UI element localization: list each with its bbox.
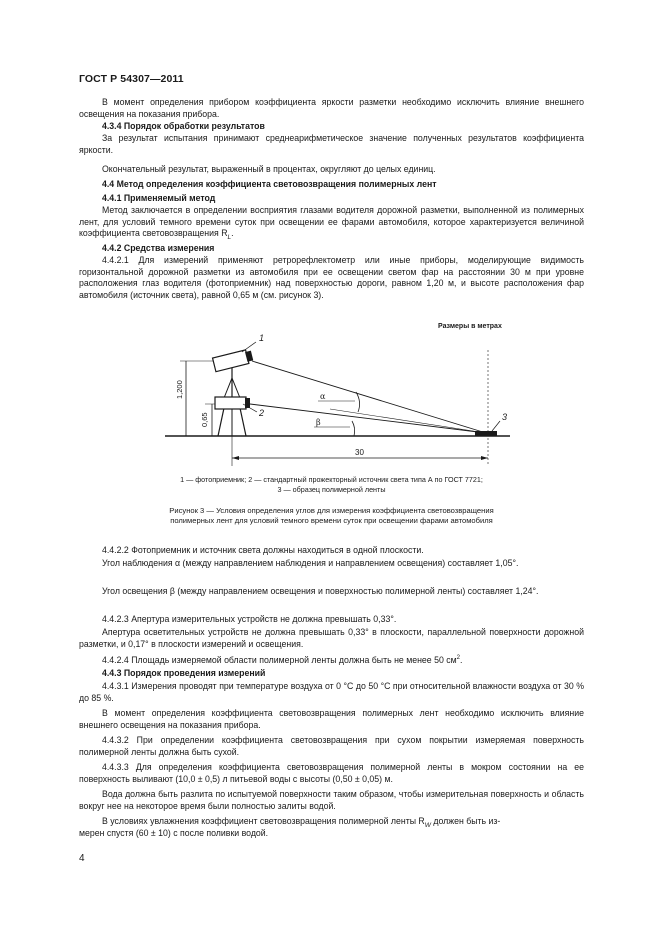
arrow-left	[232, 456, 239, 460]
illumination-line	[250, 404, 486, 433]
callout-leader-1	[242, 342, 256, 352]
beta-label: β	[316, 418, 321, 427]
figure-legend: 3 — образец полимерной ленты	[277, 485, 386, 494]
units-note: Размеры в метрах	[438, 323, 502, 330]
paragraph: 4.4.3.3 Для определения коэффициента световозвращения полимерной ленты в мокром состоянии на ее поверхность выливают (10,0 ± 0,5) л питьевой воды с высоты (0,50 ± 0,05) м.	[79, 762, 584, 784]
paragraph: Метод заключается в определении восприятия глазами водителя дорожной разметки, выполненной из полимерных лент, для условий темного времени суток при освещении ее фарами автомобиля, которое характеризуется величиной коэффициента световозвращения $R_L$.	[79, 205, 584, 241]
paragraph: 4.4.3.2 При определении коэффициента световозвращения при сухом покрытии измеряемая поверхность полимерной ленты должна быть сухой.	[79, 735, 584, 757]
paragraph: Окончательный результат, выраженный в процентах, округляют до целых единиц.	[102, 164, 436, 174]
construction-line	[330, 409, 486, 433]
section-heading: 4.4 Метод определения коэффициента световозвращения полимерных лент	[102, 179, 437, 189]
callout-leader-3	[492, 421, 500, 431]
callout-label-1: 1	[259, 333, 265, 343]
paragraph: 4.4.2.1 Для измерений применяют ретрорефлектометр или иные приборы, моделирующие видимость горизонтальной дорожной разметки из автомобиля при ее освещении светом фар на расстоянии 30 м при уровне расположения глаз водителя (фотоприемник) над поверхностью дороги, равном 1,20 м, и высоте расположения фар автомобиля (источник света), равной 0,65 м (см. рисунок 3).	[79, 255, 584, 300]
callout-label-3: 3	[502, 412, 508, 422]
section-heading: 4.4.1 Применяемый метод	[102, 193, 216, 203]
paragraph: Угол наблюдения α (между направлением наблюдения и направлением освещения) составляет 1,05°.	[102, 558, 519, 568]
paragraph: Апертура осветительных устройств не должна превышать 0,33° в плоскости, параллельной поверхности дорожной разметки, и 0,17° в плоскости измерений и освещения.	[79, 627, 584, 649]
section-heading: 4.3.4 Порядок обработки результатов	[102, 121, 265, 131]
tripod-leg	[218, 408, 224, 436]
paragraph: Угол освещения β (между направлением освещения и поверхностью полимерной ленты) составляет 1,24°.	[102, 586, 539, 596]
alpha-arc	[356, 392, 360, 412]
page-number: 4	[79, 853, 85, 864]
beta-arc	[352, 421, 355, 436]
document-header: ГОСТ Р 54307—2011	[79, 73, 184, 85]
paragraph: За результат испытания принимают среднеарифметическое значение полученных результатов коэффициента яркости.	[79, 133, 584, 155]
tripod-leg	[232, 378, 240, 398]
paragraph: В момент определения коэффициента световозвращения полимерных лент необходимо исключить влияние внешнего освещения на показания прибора.	[79, 708, 584, 730]
tripod-leg	[224, 378, 232, 398]
section-heading: 4.4.2 Средства измерения	[102, 243, 215, 253]
tripod-leg	[240, 408, 246, 436]
dimension-label-height-lamp: 0,65	[200, 412, 209, 427]
observation-line	[252, 361, 486, 433]
paragraph: 4.4.2.3 Апертура измерительных устройств не должна превышать 0,33°.	[102, 614, 397, 624]
arrow-right	[481, 456, 488, 460]
paragraph: В условиях увлажнения коэффициент световозвращения полимерной ленты $R_W$ должен быть из-	[102, 816, 501, 829]
paragraph: 4.4.3.1 Измерения проводят при температуре воздуха от 0 °С до 50 °С при относительной влажности воздуха от 30 % до 85 %.	[79, 681, 584, 703]
figure-caption: Рисунок 3 — Условия определения углов для измерения коэффициента световозвращения	[169, 506, 494, 515]
paragraph: 4.4.2.2 Фотоприемник и источник света должны находиться в одной плоскости.	[102, 545, 424, 555]
photoreceiver-device	[213, 349, 254, 372]
dimension-label-distance: 30	[355, 448, 364, 457]
dimension-label-height-eye: 1,200	[175, 380, 184, 399]
paragraph: мерен спустя (60 ± 10) с после поливки водой.	[79, 828, 269, 838]
light-source-device	[215, 397, 246, 409]
figure-caption: полимерных лент для условий темного времени суток при освещении фарами автомобиля	[170, 516, 493, 525]
alpha-label: α	[320, 392, 326, 401]
paragraph: В момент определения прибором коэффициента яркости разметки необходимо исключить влияние внешнего освещения на показания прибора.	[79, 97, 584, 119]
polymer-tape-sample	[475, 431, 497, 436]
figure-legend: 1 — фотоприемник; 2 — стандартный прожекторный источник света типа А по ГОСТ 7721;	[180, 475, 483, 484]
paragraph: Вода должна быть разлита по испытуемой поверхности таким образом, чтобы измерительная поверхность и область вокруг нее на некоторое время были полностью залиты водой.	[79, 789, 584, 811]
callout-label-2: 2	[259, 408, 265, 418]
paragraph: 4.4.2.4 Площадь измеряемой области полимерной ленты должна быть не менее 50 $см^2$.	[102, 655, 463, 665]
section-heading: 4.4.3 Порядок проведения измерений	[102, 668, 266, 678]
